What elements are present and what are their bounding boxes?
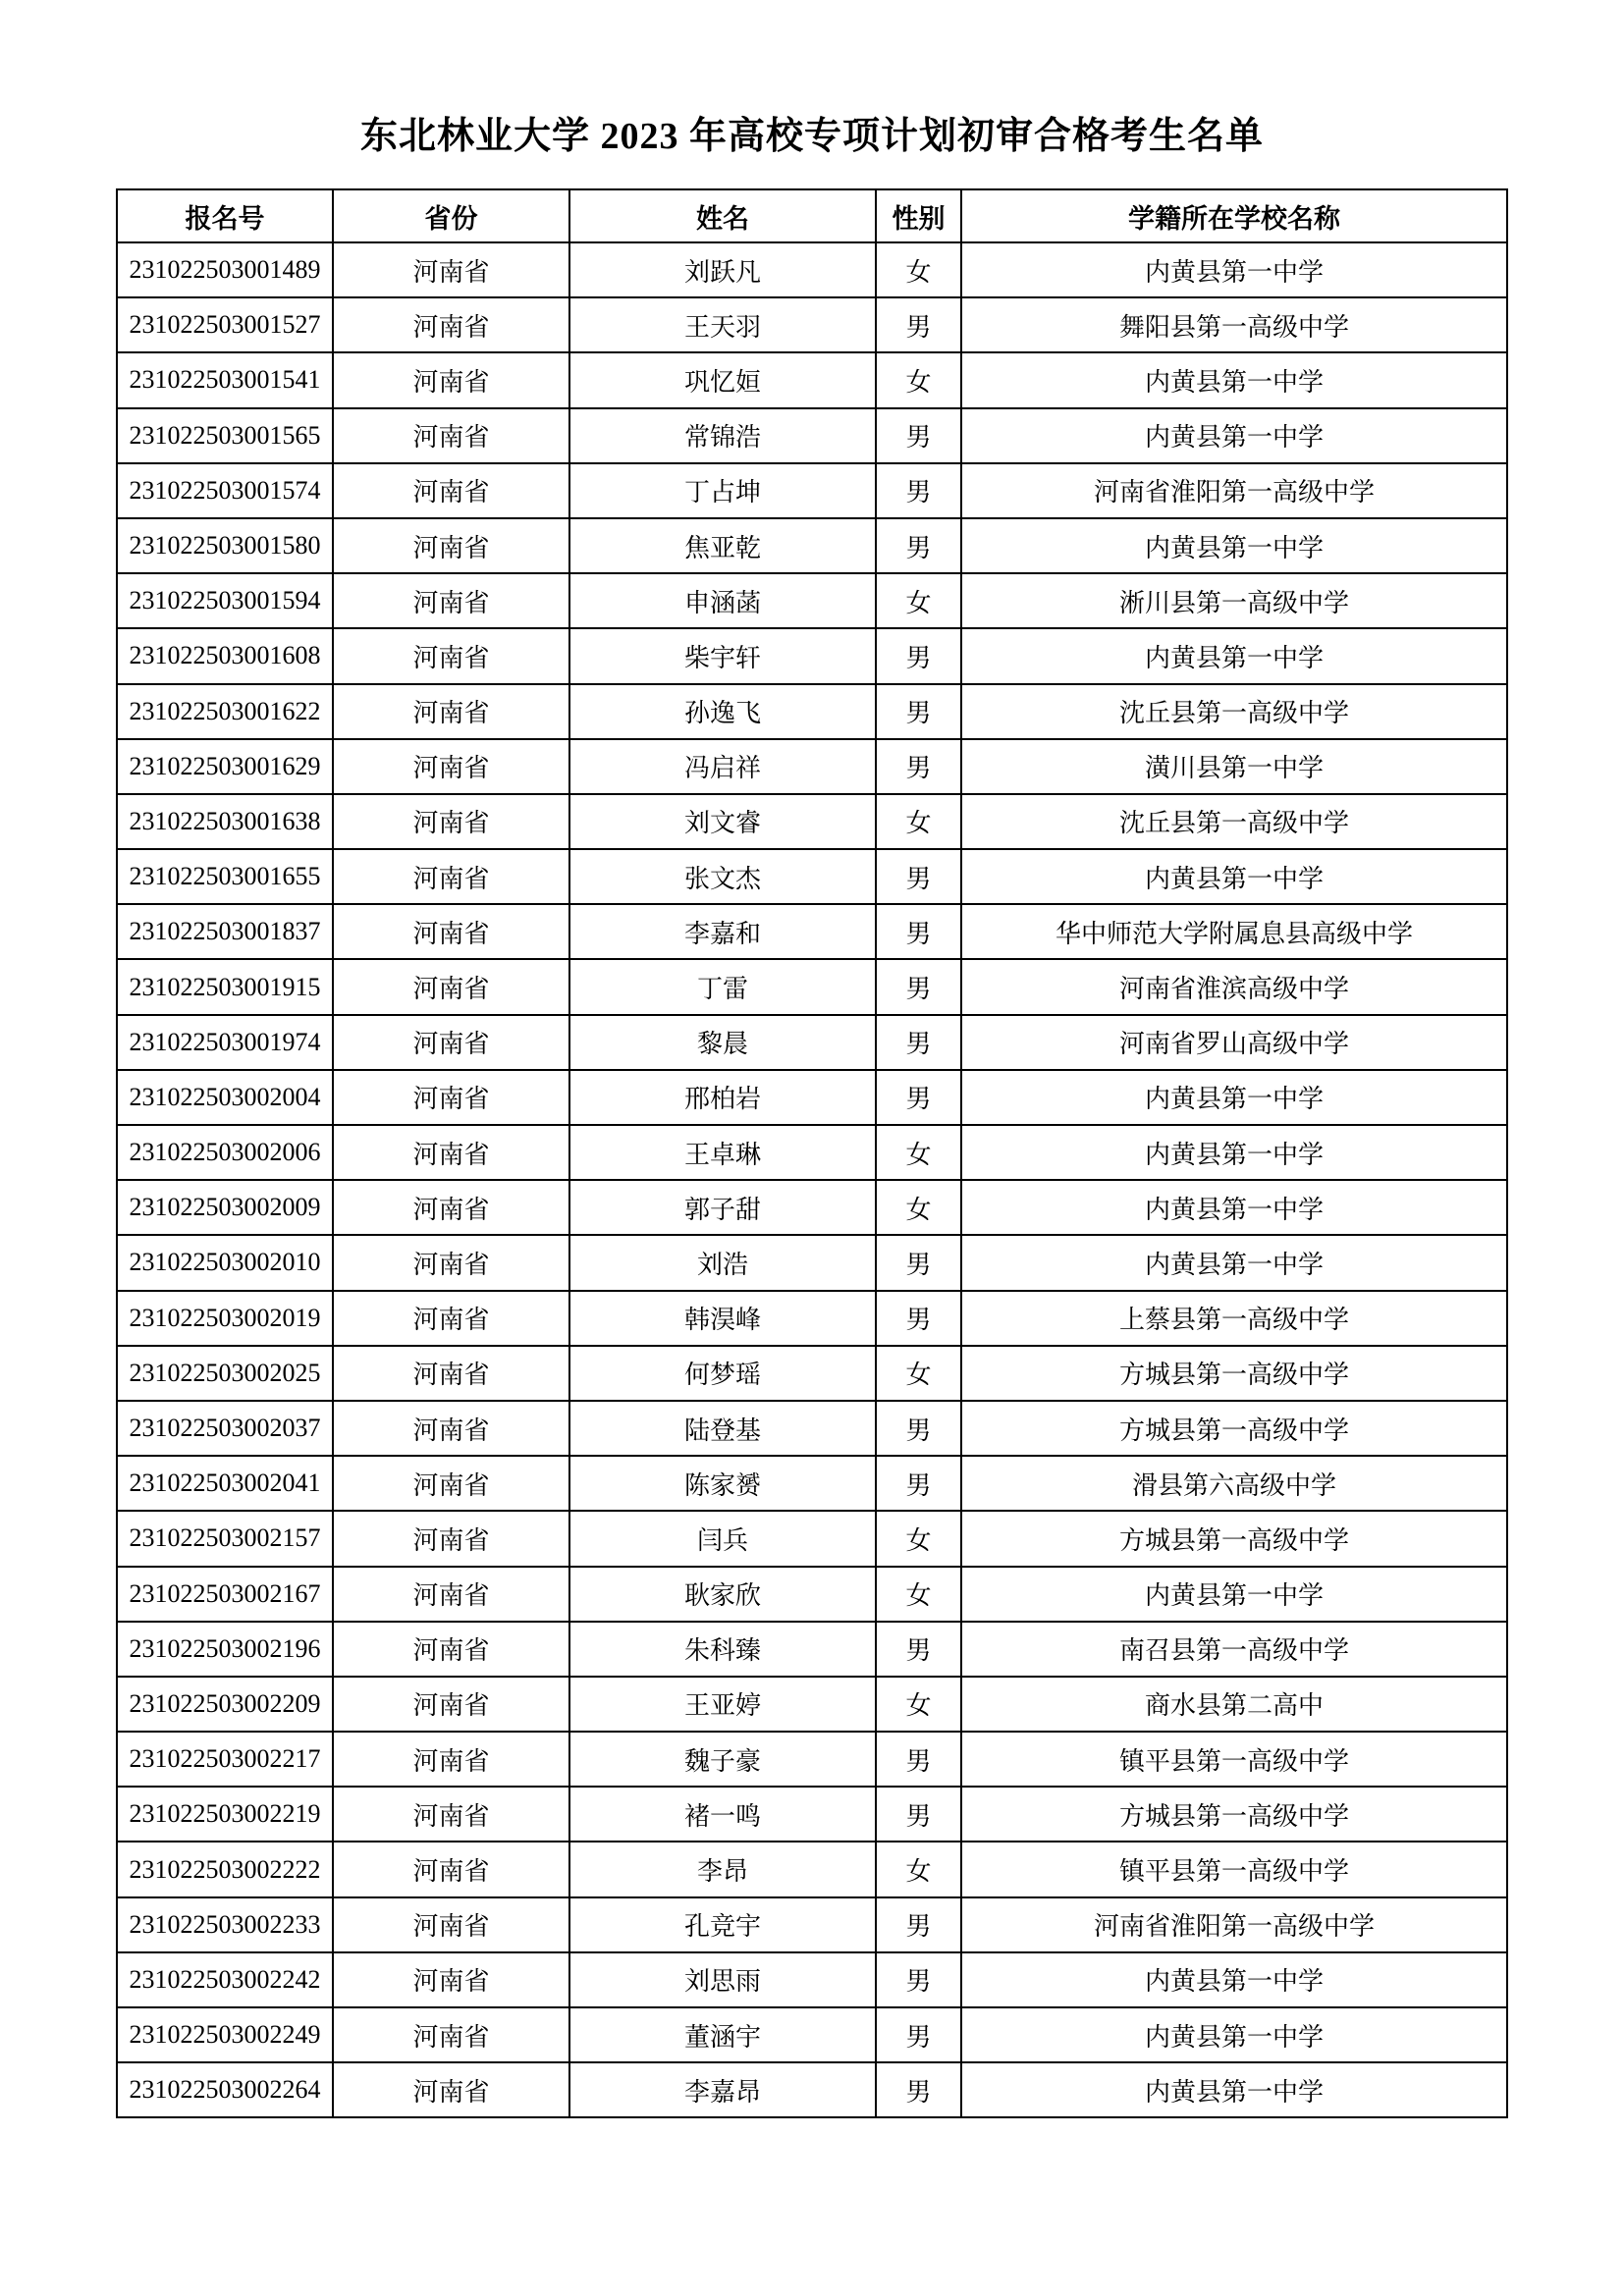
cell-name: 郭子甜 [569, 1180, 876, 1235]
cell-gender: 男 [876, 518, 961, 573]
cell-province: 河南省 [333, 1952, 569, 2007]
cell-province: 河南省 [333, 2062, 569, 2117]
table-row [117, 518, 1507, 573]
cell-reg-no: 231022503002209 [117, 1677, 333, 1732]
cell-reg-no: 231022503002233 [117, 1897, 333, 1952]
cell-province: 河南省 [333, 904, 569, 959]
page-title: 东北林业大学 2023 年高校专项计划初审合格考生名单 [359, 116, 1264, 157]
cell-gender: 男 [876, 628, 961, 683]
cell-gender: 男 [876, 1732, 961, 1787]
cell-school: 内黄县第一中学 [961, 849, 1507, 904]
cell-name: 刘浩 [569, 1235, 876, 1290]
table-row [117, 1070, 1507, 1125]
cell-name: 褚一鸣 [569, 1787, 876, 1842]
cell-gender: 男 [876, 1291, 961, 1346]
cell-school: 沈丘县第一高级中学 [961, 684, 1507, 739]
cell-school: 内黄县第一中学 [961, 1070, 1507, 1125]
cell-gender: 男 [876, 904, 961, 959]
cell-school: 河南省淮阳第一高级中学 [961, 1897, 1507, 1952]
cell-name: 刘思雨 [569, 1952, 876, 2007]
cell-province: 河南省 [333, 628, 569, 683]
cell-gender: 男 [876, 684, 961, 739]
cell-province: 河南省 [333, 1567, 569, 1622]
cell-school: 内黄县第一中学 [961, 2062, 1507, 2117]
cell-school: 河南省淮阳第一高级中学 [961, 463, 1507, 518]
cell-reg-no: 231022503002217 [117, 1732, 333, 1787]
cell-name: 邢柏岩 [569, 1070, 876, 1125]
cell-name: 魏子豪 [569, 1732, 876, 1787]
cell-reg-no: 231022503002010 [117, 1235, 333, 1290]
table-row [117, 1677, 1507, 1732]
cell-name: 柴宇轩 [569, 628, 876, 683]
cell-gender: 男 [876, 1787, 961, 1842]
cell-reg-no: 231022503002019 [117, 1291, 333, 1346]
cell-name: 冯启祥 [569, 739, 876, 794]
cell-name: 李嘉昂 [569, 2062, 876, 2117]
cell-name: 陈家赟 [569, 1456, 876, 1511]
cell-gender: 女 [876, 1677, 961, 1732]
cell-school: 商水县第二高中 [961, 1677, 1507, 1732]
cell-gender: 男 [876, 1070, 961, 1125]
cell-province: 河南省 [333, 2007, 569, 2062]
cell-school: 方城县第一高级中学 [961, 1346, 1507, 1401]
cell-name: 韩淏峰 [569, 1291, 876, 1346]
table-row [117, 1952, 1507, 2007]
cell-reg-no: 231022503001655 [117, 849, 333, 904]
cell-reg-no: 231022503002006 [117, 1125, 333, 1180]
cell-school: 内黄县第一中学 [961, 242, 1507, 297]
cell-school: 内黄县第一中学 [961, 628, 1507, 683]
column-header-school: 学籍所在学校名称 [961, 189, 1507, 242]
cell-province: 河南省 [333, 1842, 569, 1896]
cell-province: 河南省 [333, 1180, 569, 1235]
cell-reg-no: 231022503002037 [117, 1401, 333, 1456]
cell-province: 河南省 [333, 1511, 569, 1566]
cell-school: 内黄县第一中学 [961, 518, 1507, 573]
cell-province: 河南省 [333, 1291, 569, 1346]
cell-name: 王卓琳 [569, 1125, 876, 1180]
cell-school: 华中师范大学附属息县高级中学 [961, 904, 1507, 959]
table-row [117, 959, 1507, 1014]
cell-school: 内黄县第一中学 [961, 352, 1507, 407]
table-row [117, 408, 1507, 463]
column-header-province: 省份 [333, 189, 569, 242]
cell-name: 常锦浩 [569, 408, 876, 463]
table-row [117, 2062, 1507, 2117]
table-row [117, 1787, 1507, 1842]
table-row [117, 352, 1507, 407]
cell-province: 河南省 [333, 1346, 569, 1401]
cell-school: 滑县第六高级中学 [961, 1456, 1507, 1511]
cell-gender: 男 [876, 959, 961, 1014]
cell-province: 河南省 [333, 518, 569, 573]
cell-province: 河南省 [333, 959, 569, 1014]
cell-reg-no: 231022503001622 [117, 684, 333, 739]
table-row [117, 1401, 1507, 1456]
cell-name: 焦亚乾 [569, 518, 876, 573]
cell-school: 河南省淮滨高级中学 [961, 959, 1507, 1014]
cell-reg-no: 231022503001974 [117, 1015, 333, 1070]
table-row [117, 463, 1507, 518]
table-row [117, 1897, 1507, 1952]
cell-reg-no: 231022503002004 [117, 1070, 333, 1125]
table-row [117, 794, 1507, 849]
cell-gender: 女 [876, 1125, 961, 1180]
cell-province: 河南省 [333, 242, 569, 297]
cell-school: 方城县第一高级中学 [961, 1787, 1507, 1842]
cell-school: 镇平县第一高级中学 [961, 1842, 1507, 1896]
column-header-name: 姓名 [569, 189, 876, 242]
table-row [117, 849, 1507, 904]
cell-school: 方城县第一高级中学 [961, 1511, 1507, 1566]
cell-gender: 男 [876, 1897, 961, 1952]
cell-gender: 女 [876, 1346, 961, 1401]
cell-province: 河南省 [333, 297, 569, 352]
cell-province: 河南省 [333, 1125, 569, 1180]
cell-province: 河南省 [333, 1070, 569, 1125]
table-row [117, 1235, 1507, 1290]
table-row [117, 739, 1507, 794]
table-row [117, 1180, 1507, 1235]
cell-province: 河南省 [333, 849, 569, 904]
cell-school: 舞阳县第一高级中学 [961, 297, 1507, 352]
cell-gender: 男 [876, 463, 961, 518]
table-row [117, 1511, 1507, 1566]
cell-school: 淅川县第一高级中学 [961, 573, 1507, 628]
table-header-row [117, 189, 1507, 242]
cell-province: 河南省 [333, 684, 569, 739]
cell-gender: 男 [876, 2007, 961, 2062]
cell-gender: 男 [876, 408, 961, 463]
cell-school: 方城县第一高级中学 [961, 1401, 1507, 1456]
cell-province: 河南省 [333, 1401, 569, 1456]
cell-name: 丁雷 [569, 959, 876, 1014]
table-row [117, 297, 1507, 352]
column-header-reg-no: 报名号 [117, 189, 333, 242]
cell-reg-no: 231022503002219 [117, 1787, 333, 1842]
column-header-gender: 性别 [876, 189, 961, 242]
cell-reg-no: 231022503001580 [117, 518, 333, 573]
cell-province: 河南省 [333, 1235, 569, 1290]
cell-gender: 男 [876, 1622, 961, 1677]
cell-name: 何梦瑶 [569, 1346, 876, 1401]
cell-gender: 女 [876, 242, 961, 297]
cell-gender: 男 [876, 1401, 961, 1456]
cell-gender: 男 [876, 1952, 961, 2007]
cell-school: 内黄县第一中学 [961, 408, 1507, 463]
cell-name: 刘文睿 [569, 794, 876, 849]
cell-name: 孔竞宇 [569, 1897, 876, 1952]
cell-reg-no: 231022503002167 [117, 1567, 333, 1622]
cell-reg-no: 231022503001594 [117, 573, 333, 628]
cell-gender: 女 [876, 1511, 961, 1566]
cell-reg-no: 231022503001837 [117, 904, 333, 959]
table-row [117, 2007, 1507, 2062]
cell-reg-no: 231022503001527 [117, 297, 333, 352]
table-row [117, 1291, 1507, 1346]
cell-name: 刘跃凡 [569, 242, 876, 297]
cell-school: 南召县第一高级中学 [961, 1622, 1507, 1677]
cell-reg-no: 231022503001489 [117, 242, 333, 297]
cell-school: 上蔡县第一高级中学 [961, 1291, 1507, 1346]
cell-reg-no: 231022503001638 [117, 794, 333, 849]
cell-gender: 男 [876, 2062, 961, 2117]
cell-reg-no: 231022503002222 [117, 1842, 333, 1896]
cell-reg-no: 231022503002157 [117, 1511, 333, 1566]
table-row [117, 573, 1507, 628]
cell-gender: 男 [876, 1235, 961, 1290]
table-row [117, 1456, 1507, 1511]
table-row [117, 684, 1507, 739]
cell-name: 王天羽 [569, 297, 876, 352]
table-row [117, 1732, 1507, 1787]
cell-reg-no: 231022503002041 [117, 1456, 333, 1511]
cell-province: 河南省 [333, 794, 569, 849]
table-row [117, 904, 1507, 959]
cell-gender: 男 [876, 1456, 961, 1511]
cell-province: 河南省 [333, 1456, 569, 1511]
table-row [117, 1125, 1507, 1180]
cell-province: 河南省 [333, 352, 569, 407]
cell-province: 河南省 [333, 1015, 569, 1070]
cell-reg-no: 231022503002025 [117, 1346, 333, 1401]
cell-gender: 女 [876, 1567, 961, 1622]
cell-name: 丁占坤 [569, 463, 876, 518]
cell-gender: 女 [876, 1180, 961, 1235]
cell-school: 内黄县第一中学 [961, 1567, 1507, 1622]
table-row [117, 1622, 1507, 1677]
cell-reg-no: 231022503002196 [117, 1622, 333, 1677]
cell-name: 王亚婷 [569, 1677, 876, 1732]
cell-school: 内黄县第一中学 [961, 1235, 1507, 1290]
cell-reg-no: 231022503002009 [117, 1180, 333, 1235]
cell-name: 张文杰 [569, 849, 876, 904]
table-row [117, 628, 1507, 683]
cell-province: 河南省 [333, 1732, 569, 1787]
cell-province: 河南省 [333, 739, 569, 794]
cell-province: 河南省 [333, 573, 569, 628]
cell-reg-no: 231022503002264 [117, 2062, 333, 2117]
cell-school: 内黄县第一中学 [961, 2007, 1507, 2062]
table-row [117, 242, 1507, 297]
cell-school: 镇平县第一高级中学 [961, 1732, 1507, 1787]
cell-school: 沈丘县第一高级中学 [961, 794, 1507, 849]
candidates-table [116, 188, 1508, 2118]
cell-province: 河南省 [333, 408, 569, 463]
cell-province: 河南省 [333, 1622, 569, 1677]
cell-name: 朱科臻 [569, 1622, 876, 1677]
cell-reg-no: 231022503001574 [117, 463, 333, 518]
cell-school: 内黄县第一中学 [961, 1125, 1507, 1180]
cell-gender: 男 [876, 1015, 961, 1070]
cell-province: 河南省 [333, 1897, 569, 1952]
cell-school: 河南省罗山高级中学 [961, 1015, 1507, 1070]
table-row [117, 1842, 1507, 1896]
table-row [117, 1346, 1507, 1401]
cell-reg-no: 231022503001915 [117, 959, 333, 1014]
cell-gender: 女 [876, 352, 961, 407]
cell-name: 董涵宇 [569, 2007, 876, 2062]
cell-gender: 女 [876, 573, 961, 628]
cell-name: 李嘉和 [569, 904, 876, 959]
cell-gender: 男 [876, 739, 961, 794]
cell-name: 黎晨 [569, 1015, 876, 1070]
cell-name: 孙逸飞 [569, 684, 876, 739]
cell-reg-no: 231022503001541 [117, 352, 333, 407]
cell-name: 李昂 [569, 1842, 876, 1896]
cell-reg-no: 231022503002249 [117, 2007, 333, 2062]
cell-reg-no: 231022503001565 [117, 408, 333, 463]
table-row [117, 1015, 1507, 1070]
cell-name: 耿家欣 [569, 1567, 876, 1622]
cell-province: 河南省 [333, 1787, 569, 1842]
cell-province: 河南省 [333, 463, 569, 518]
cell-school: 内黄县第一中学 [961, 1180, 1507, 1235]
cell-gender: 女 [876, 794, 961, 849]
cell-gender: 女 [876, 1842, 961, 1896]
cell-gender: 男 [876, 849, 961, 904]
cell-name: 陆登基 [569, 1401, 876, 1456]
cell-name: 申涵菡 [569, 573, 876, 628]
cell-reg-no: 231022503001629 [117, 739, 333, 794]
cell-gender: 男 [876, 297, 961, 352]
cell-reg-no: 231022503001608 [117, 628, 333, 683]
cell-name: 闫兵 [569, 1511, 876, 1566]
cell-name: 巩忆姮 [569, 352, 876, 407]
cell-province: 河南省 [333, 1677, 569, 1732]
cell-school: 内黄县第一中学 [961, 1952, 1507, 2007]
cell-school: 潢川县第一中学 [961, 739, 1507, 794]
cell-reg-no: 231022503002242 [117, 1952, 333, 2007]
table-row [117, 1567, 1507, 1622]
